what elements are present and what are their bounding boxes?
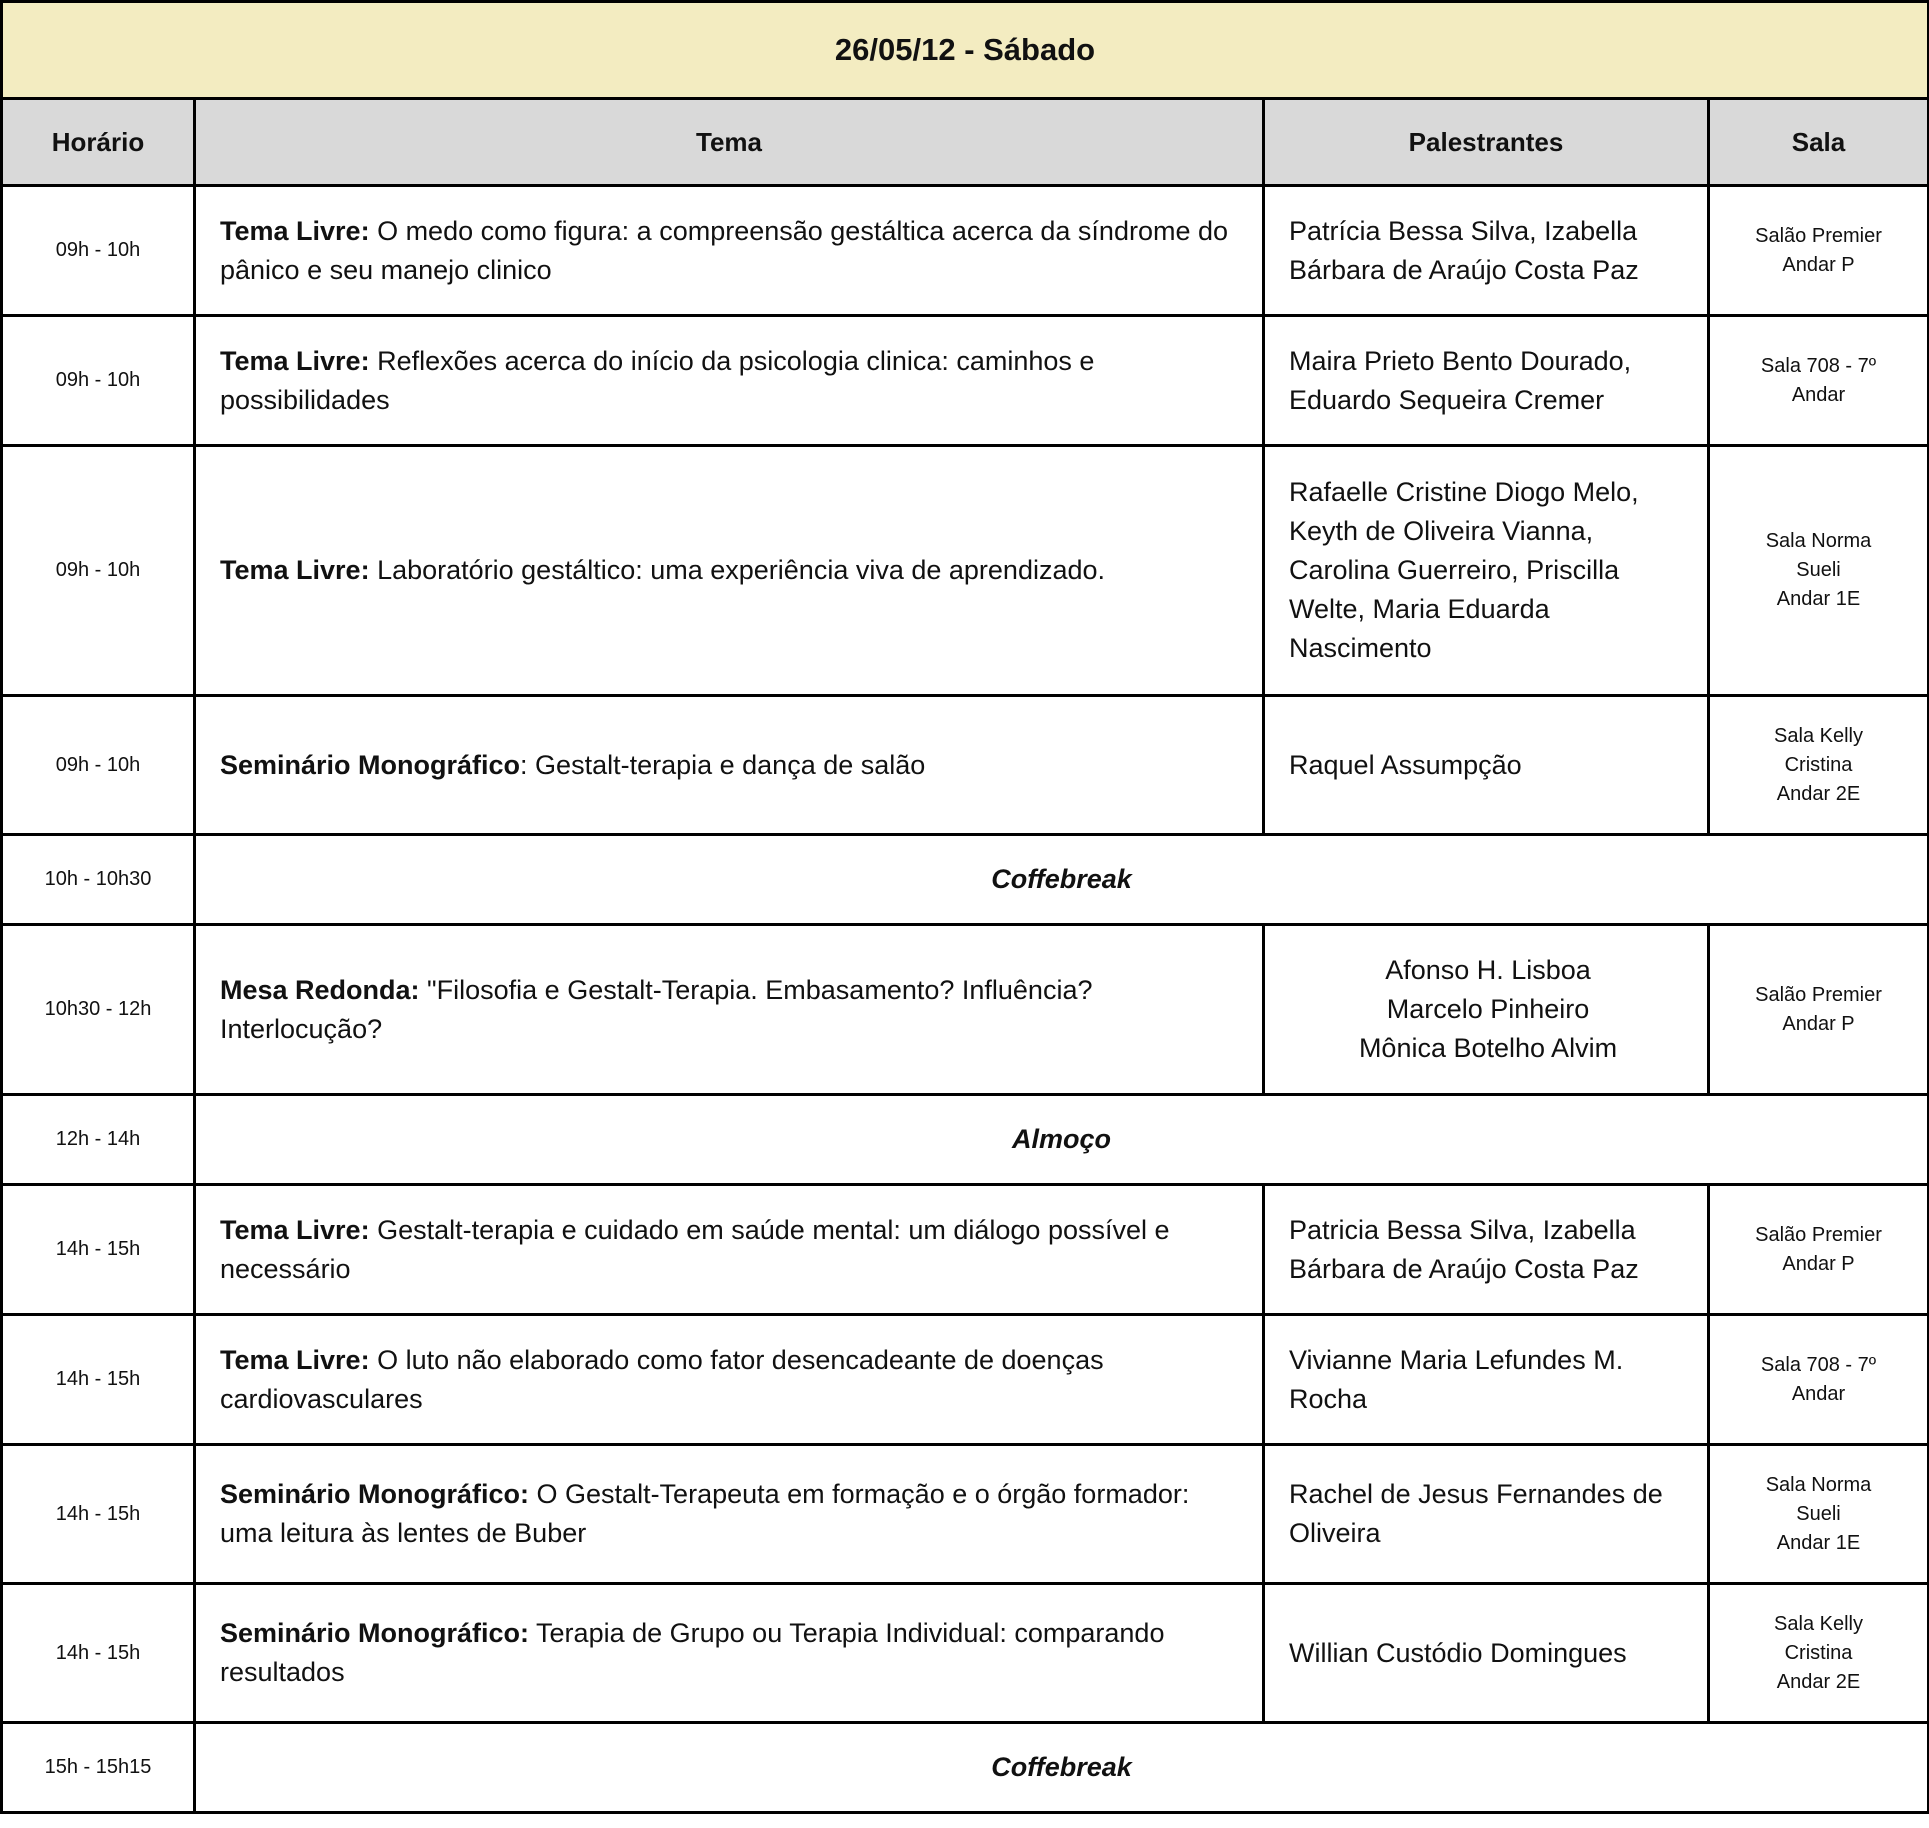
theme-cell [195, 925, 1264, 1095]
time-cell: 14h - 15h [2, 1584, 195, 1723]
room-cell [1709, 186, 1929, 316]
schedule-title: 26/05/12 - Sábado [2, 2, 1929, 99]
speakers-cell [1264, 316, 1709, 446]
header-tema: Tema [195, 99, 1264, 186]
speaker-name: Vivianne Maria Lefundes M. Rocha [1289, 1344, 1624, 1414]
speaker-name: Afonso H. Lisboa [1385, 955, 1591, 985]
session-row [2, 1584, 1929, 1723]
theme-cell [195, 696, 1264, 835]
speakers-cell [1264, 186, 1709, 316]
speakers-cell [1264, 1584, 1709, 1723]
room-line: Sala Norma [1765, 1473, 1872, 1496]
room-line: Sala 708 - 7º [1760, 354, 1877, 377]
session-theme: Reflexões acerca do início da psicologia clinica: caminhos e possibilidades [220, 345, 1095, 415]
room-line: Andar 2E [1776, 1670, 1861, 1693]
speaker-name: Marcelo Pinheiro [1386, 994, 1590, 1024]
session-type: Tema Livre: [220, 215, 370, 246]
session-theme: Terapia de Grupo ou Terapia Individual: comparando resultados [220, 1618, 1165, 1687]
speaker-name: Willian Custódio Domingues [1289, 1637, 1627, 1668]
session-type: Seminário Monográfico: [220, 1479, 530, 1509]
room-line: Salão Premier [1755, 224, 1882, 247]
break-row [2, 835, 1929, 925]
break-label: Coffebreak [195, 1723, 1929, 1813]
title-row [2, 2, 1929, 99]
room-line: Salão Premier [1755, 1223, 1882, 1246]
speakers-cell [1264, 1445, 1709, 1584]
header-row [2, 99, 1929, 186]
room-line: Andar [1791, 1382, 1846, 1405]
speaker-name: Raquel Assumpção [1289, 749, 1522, 780]
theme-cell [195, 446, 1264, 696]
break-row [2, 1095, 1929, 1185]
speaker-name: Mônica Botelho Alvim [1358, 1033, 1618, 1063]
session-row [2, 1445, 1929, 1584]
session-type: Tema Livre: [220, 345, 370, 376]
time-cell: 15h - 15h15 [2, 1723, 195, 1813]
session-type: Seminário Monográfico [220, 749, 521, 780]
speaker-name: Rafaelle Cristine Diogo Melo, Keyth de Oliveira Vianna, Carolina Guerreiro, Priscilla Welte, Maria Eduarda Nascimento [1289, 477, 1639, 663]
theme-cell [195, 1584, 1264, 1723]
session-type: Tema Livre: [220, 1214, 370, 1245]
room-line: Sala 708 - 7º [1760, 1353, 1877, 1376]
session-type: Tema Livre: [220, 555, 370, 585]
session-theme: "Filosofia e Gestalt-Terapia. Embasamento? Influência? Interlocução? [220, 974, 1093, 1044]
room-line: Sala Norma [1765, 530, 1872, 552]
session-row [2, 316, 1929, 446]
room-cell [1709, 316, 1929, 446]
room-line: Sala Kelly [1774, 1612, 1863, 1635]
room-line: Andar 1E [1776, 588, 1861, 610]
time-cell: 09h - 10h [2, 696, 195, 835]
time-cell: 09h - 10h [2, 316, 195, 446]
room-cell [1709, 925, 1929, 1095]
room-cell [1709, 1445, 1929, 1584]
session-type: Mesa Redonda: [220, 974, 420, 1005]
session-theme: O medo como figura: a compreensão gestáltica acerca da síndrome do pânico e seu manejo clinico [220, 215, 1229, 285]
theme-cell [195, 186, 1264, 316]
speakers-cell [1264, 925, 1709, 1095]
room-cell [1709, 696, 1929, 835]
theme-cell [195, 316, 1264, 446]
speakers-cell [1264, 1315, 1709, 1445]
session-row [2, 1185, 1929, 1315]
time-cell: 14h - 15h [2, 1315, 195, 1445]
room-line: Salão Premier [1755, 983, 1882, 1006]
speaker-name: Patrícia Bessa Silva, Izabella Bárbara de Araújo Costa Paz [1289, 215, 1639, 285]
speakers-cell [1264, 1185, 1709, 1315]
speaker-name: Patricia Bessa Silva, Izabella Bárbara de Araújo Costa Paz [1289, 1214, 1639, 1284]
session-row [2, 1315, 1929, 1445]
header-horario: Horário [2, 99, 195, 186]
time-cell: 09h - 10h [2, 446, 195, 696]
speaker-name: Rachel de Jesus Fernandes de Oliveira [1289, 1479, 1663, 1548]
room-cell [1709, 1584, 1929, 1723]
header-palestrantes: Palestrantes [1264, 99, 1709, 186]
room-line: Sueli [1796, 1502, 1841, 1525]
theme-cell [195, 1315, 1264, 1445]
room-line: Andar P [1782, 1252, 1855, 1275]
time-cell: 14h - 15h [2, 1185, 195, 1315]
time-cell: 14h - 15h [2, 1445, 195, 1584]
session-theme: Laboratório gestáltico: uma experiência viva de aprendizado. [369, 555, 1106, 585]
header-sala: Sala [1709, 99, 1929, 186]
room-line: Andar [1791, 383, 1846, 406]
session-theme: Gestalt-terapia e cuidado em saúde mental: um diálogo possível e necessário [220, 1214, 1170, 1284]
session-theme: : Gestalt-terapia e dança de salão [520, 749, 926, 780]
session-row [2, 186, 1929, 316]
theme-cell [195, 1445, 1264, 1584]
break-label: Almoço [195, 1095, 1929, 1185]
room-cell [1709, 1315, 1929, 1445]
room-line: Andar 1E [1776, 1531, 1861, 1554]
time-cell: 12h - 14h [2, 1095, 195, 1185]
session-type: Tema Livre: [220, 1344, 370, 1375]
session-type: Seminário Monográfico: [220, 1618, 530, 1648]
time-cell: 10h - 10h30 [2, 835, 195, 925]
room-line: Cristina [1784, 753, 1853, 776]
speakers-cell [1264, 446, 1709, 696]
session-row [2, 446, 1929, 696]
room-line: Andar 2E [1776, 782, 1861, 805]
session-theme: O luto não elaborado como fator desencadeante de doenças cardiovasculares [220, 1344, 1104, 1414]
speaker-name: Maira Prieto Bento Dourado, Eduardo Sequeira Cremer [1289, 345, 1632, 415]
room-cell [1709, 1185, 1929, 1315]
speakers-cell [1264, 696, 1709, 835]
room-line: Andar P [1782, 253, 1855, 276]
room-line: Andar P [1782, 1012, 1855, 1035]
time-cell: 10h30 - 12h [2, 925, 195, 1095]
break-label: Coffebreak [195, 835, 1929, 925]
schedule-body [2, 186, 1929, 1813]
session-row [2, 696, 1929, 835]
room-line: Sala Kelly [1774, 724, 1863, 747]
theme-cell [195, 1185, 1264, 1315]
room-line: Cristina [1784, 1641, 1853, 1664]
session-theme: O Gestalt-Terapeuta em formação e o órgão formador: uma leitura às lentes de Buber [220, 1479, 1190, 1548]
break-row [2, 1723, 1929, 1813]
room-cell [1709, 446, 1929, 696]
session-row [2, 925, 1929, 1095]
room-line: Sueli [1796, 559, 1841, 581]
time-cell: 09h - 10h [2, 186, 195, 316]
